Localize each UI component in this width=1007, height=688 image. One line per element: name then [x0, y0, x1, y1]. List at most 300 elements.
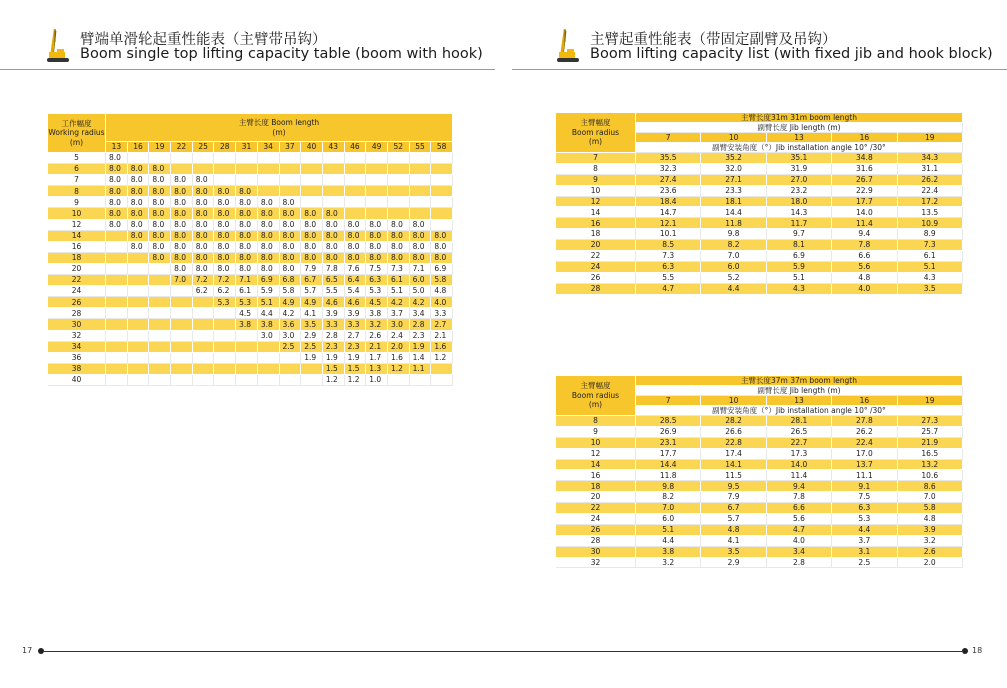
capacity-cell: 14.7	[636, 207, 701, 218]
capacity-cell: 1.9	[301, 353, 323, 364]
capacity-cell: 7.5	[832, 492, 897, 503]
radius-cell: 28	[556, 536, 636, 547]
capacity-cell: 11.8	[636, 470, 701, 481]
capacity-cell	[106, 319, 128, 330]
capacity-cell	[106, 297, 128, 308]
capacity-cell: 8.0	[258, 253, 280, 264]
column-header: 16	[128, 142, 150, 153]
capacity-cell	[236, 164, 258, 175]
capacity-cell: 8.0	[149, 175, 171, 186]
capacity-cell	[214, 308, 236, 319]
capacity-cell	[345, 153, 367, 164]
capacity-cell: 2.3	[345, 342, 367, 353]
capacity-cell: 2.3	[323, 342, 345, 353]
capacity-cell: 6.1	[898, 251, 963, 262]
left-header-rule	[0, 69, 495, 70]
capacity-cell: 22.9	[832, 186, 897, 197]
capacity-cell	[236, 375, 258, 386]
capacity-cell	[236, 331, 258, 342]
capacity-cell	[431, 375, 453, 386]
capacity-cell: 8.0	[171, 231, 193, 242]
capacity-cell: 5.3	[236, 297, 258, 308]
capacity-cell	[193, 364, 215, 375]
capacity-cell: 8.0	[128, 220, 150, 231]
capacity-cell	[128, 275, 150, 286]
capacity-cell: 7.3	[898, 240, 963, 251]
capacity-cell	[431, 186, 453, 197]
capacity-cell: 7.0	[636, 503, 701, 514]
capacity-cell	[214, 319, 236, 330]
capacity-cell: 6.5	[323, 275, 345, 286]
capacity-cell: 8.0	[301, 208, 323, 219]
capacity-cell: 4.9	[301, 297, 323, 308]
capacity-cell: 8.0	[128, 208, 150, 219]
radius-cell: 30	[48, 319, 106, 330]
capacity-cell: 7.9	[701, 492, 766, 503]
capacity-cell	[128, 308, 150, 319]
capacity-cell: 27.3	[898, 416, 963, 427]
capacity-cell: 27.4	[636, 175, 701, 186]
capacity-cell: 2.9	[701, 558, 766, 569]
capacity-cell: 11.8	[701, 218, 766, 229]
capacity-cell: 4.0	[832, 284, 897, 295]
working-radius-header-line: (m)	[69, 137, 84, 147]
capacity-cell: 5.8	[898, 503, 963, 514]
capacity-cell: 8.0	[171, 253, 193, 264]
capacity-cell	[410, 197, 432, 208]
capacity-cell: 3.8	[636, 547, 701, 558]
capacity-cell: 9.8	[701, 229, 766, 240]
capacity-cell: 13.7	[832, 460, 897, 471]
capacity-cell	[280, 375, 302, 386]
capacity-cell: 6.7	[301, 275, 323, 286]
radius-cell: 24	[556, 514, 636, 525]
capacity-cell	[128, 297, 150, 308]
capacity-cell: 1.5	[323, 364, 345, 375]
capacity-cell: 8.0	[431, 253, 453, 264]
capacity-cell: 8.0	[410, 242, 432, 253]
capacity-cell	[431, 208, 453, 219]
jib-angle-header: 副臂安装角度（°）Jib installation angle 10° /30°	[636, 143, 963, 153]
radius-cell: 28	[48, 308, 106, 319]
capacity-cell: 8.0	[193, 264, 215, 275]
capacity-cell	[171, 297, 193, 308]
capacity-cell	[431, 364, 453, 375]
capacity-cell	[193, 319, 215, 330]
capacity-cell: 5.9	[258, 286, 280, 297]
capacity-cell: 8.0	[106, 175, 128, 186]
radius-cell: 22	[48, 275, 106, 286]
radius-cell: 20	[556, 240, 636, 251]
capacity-cell	[258, 375, 280, 386]
capacity-cell: 2.5	[280, 342, 302, 353]
capacity-cell: 6.0	[410, 275, 432, 286]
capacity-cell: 4.3	[767, 284, 832, 295]
capacity-cell: 13.2	[898, 460, 963, 471]
capacity-cell	[323, 164, 345, 175]
capacity-cell: 9.4	[832, 229, 897, 240]
capacity-cell: 7.3	[388, 264, 410, 275]
capacity-cell	[128, 375, 150, 386]
capacity-cell	[171, 164, 193, 175]
capacity-cell	[410, 175, 432, 186]
capacity-cell: 8.0	[193, 231, 215, 242]
jib-capacity-table-31m	[556, 113, 963, 295]
capacity-cell	[193, 342, 215, 353]
capacity-cell: 9.7	[767, 229, 832, 240]
capacity-cell	[236, 353, 258, 364]
capacity-cell	[171, 364, 193, 375]
capacity-cell: 28.5	[636, 416, 701, 427]
capacity-cell: 8.0	[106, 153, 128, 164]
capacity-cell: 8.0	[214, 220, 236, 231]
capacity-cell	[388, 164, 410, 175]
capacity-cell	[106, 353, 128, 364]
capacity-cell: 6.0	[701, 262, 766, 273]
capacity-cell	[149, 353, 171, 364]
capacity-cell: 6.3	[366, 275, 388, 286]
working-radius-header	[48, 114, 106, 153]
capacity-cell: 8.0	[280, 242, 302, 253]
capacity-cell	[193, 164, 215, 175]
capacity-cell: 8.2	[701, 240, 766, 251]
capacity-cell	[149, 342, 171, 353]
capacity-cell	[345, 164, 367, 175]
radius-cell: 20	[48, 264, 106, 275]
capacity-cell	[128, 253, 150, 264]
jib-column-header: 16	[832, 133, 897, 143]
capacity-cell: 26.5	[767, 427, 832, 438]
capacity-cell: 1.6	[388, 353, 410, 364]
capacity-cell: 14.1	[701, 460, 766, 471]
capacity-cell: 4.7	[767, 525, 832, 536]
capacity-cell: 1.9	[323, 353, 345, 364]
column-header: 28	[214, 142, 236, 153]
footer-dot-right	[962, 648, 968, 654]
capacity-cell: 3.9	[898, 525, 963, 536]
capacity-cell: 22.4	[898, 186, 963, 197]
capacity-cell: 6.6	[767, 503, 832, 514]
capacity-cell: 5.3	[832, 514, 897, 525]
capacity-cell: 4.1	[301, 308, 323, 319]
radius-cell: 26	[48, 297, 106, 308]
capacity-cell: 8.0	[431, 231, 453, 242]
radius-cell: 14	[48, 231, 106, 242]
boom-radius-header-line: Boom radius	[571, 127, 620, 137]
capacity-cell	[193, 375, 215, 386]
capacity-cell: 8.0	[236, 208, 258, 219]
capacity-cell: 4.5	[236, 308, 258, 319]
capacity-cell: 2.6	[898, 547, 963, 558]
capacity-cell: 8.0	[214, 264, 236, 275]
right-title-en: Boom lifting capacity list (with fixed jib and hook block)	[590, 46, 993, 62]
capacity-cell	[366, 197, 388, 208]
radius-cell: 6	[48, 164, 106, 175]
capacity-cell	[106, 242, 128, 253]
capacity-cell	[171, 308, 193, 319]
capacity-cell	[149, 275, 171, 286]
capacity-cell: 8.0	[171, 175, 193, 186]
capacity-cell: 8.0	[128, 164, 150, 175]
radius-cell: 26	[556, 273, 636, 284]
capacity-cell: 28.1	[767, 416, 832, 427]
capacity-cell	[193, 308, 215, 319]
capacity-cell: 8.0	[280, 253, 302, 264]
radius-cell: 9	[556, 175, 636, 186]
capacity-cell: 4.3	[898, 273, 963, 284]
capacity-cell: 6.3	[636, 262, 701, 273]
capacity-cell: 8.0	[106, 220, 128, 231]
capacity-cell: 8.0	[106, 208, 128, 219]
left-page-header	[44, 24, 499, 68]
capacity-cell	[171, 342, 193, 353]
capacity-cell: 8.0	[149, 253, 171, 264]
capacity-cell: 8.0	[258, 231, 280, 242]
column-header: 34	[258, 142, 280, 153]
capacity-cell: 6.8	[280, 275, 302, 286]
column-header: 58	[431, 142, 453, 153]
capacity-cell: 8.0	[171, 197, 193, 208]
capacity-cell	[171, 375, 193, 386]
capacity-cell: 2.3	[410, 331, 432, 342]
capacity-cell: 8.0	[236, 197, 258, 208]
boom-radius-header	[556, 113, 636, 153]
capacity-cell: 8.0	[128, 242, 150, 253]
capacity-cell: 9.5	[701, 481, 766, 492]
boom-length-group-header-line: (m)	[272, 127, 286, 137]
capacity-cell: 26.7	[832, 175, 897, 186]
jib-column-header: 13	[767, 133, 832, 143]
column-header: 55	[410, 142, 432, 153]
capacity-cell: 26.2	[832, 427, 897, 438]
capacity-cell	[258, 186, 280, 197]
capacity-cell: 8.0	[106, 197, 128, 208]
working-radius-header-line: Working radius	[48, 128, 105, 138]
capacity-cell	[149, 308, 171, 319]
capacity-cell: 8.0	[236, 220, 258, 231]
footer-line	[44, 651, 962, 652]
capacity-cell: 8.0	[214, 253, 236, 264]
capacity-cell: 5.4	[345, 286, 367, 297]
capacity-cell: 2.8	[323, 331, 345, 342]
capacity-cell: 6.2	[214, 286, 236, 297]
capacity-cell	[236, 342, 258, 353]
capacity-cell: 2.7	[345, 331, 367, 342]
capacity-cell: 35.5	[636, 153, 701, 164]
capacity-cell: 1.2	[388, 364, 410, 375]
capacity-cell: 11.4	[767, 470, 832, 481]
capacity-cell: 7.0	[898, 492, 963, 503]
capacity-cell: 26.9	[636, 427, 701, 438]
capacity-cell: 18.0	[767, 197, 832, 208]
radius-cell: 28	[556, 284, 636, 295]
column-header: 43	[323, 142, 345, 153]
capacity-cell: 5.8	[431, 275, 453, 286]
capacity-cell: 18.1	[701, 197, 766, 208]
radius-cell: 7	[556, 153, 636, 164]
capacity-cell	[214, 375, 236, 386]
capacity-cell	[410, 375, 432, 386]
capacity-cell: 8.0	[280, 220, 302, 231]
jib-column-header: 7	[636, 133, 701, 143]
jib-column-header: 10	[701, 396, 766, 406]
capacity-cell	[149, 286, 171, 297]
capacity-cell: 18.4	[636, 197, 701, 208]
capacity-cell: 8.0	[366, 242, 388, 253]
capacity-cell: 1.2	[323, 375, 345, 386]
column-header: 40	[301, 142, 323, 153]
column-header: 46	[345, 142, 367, 153]
capacity-cell	[171, 319, 193, 330]
radius-cell: 7	[48, 175, 106, 186]
capacity-cell: 26.6	[701, 427, 766, 438]
radius-cell: 40	[48, 375, 106, 386]
capacity-cell	[193, 297, 215, 308]
capacity-cell: 8.0	[258, 242, 280, 253]
capacity-cell: 5.0	[410, 286, 432, 297]
capacity-cell: 8.0	[280, 197, 302, 208]
capacity-cell: 8.0	[106, 164, 128, 175]
capacity-cell	[280, 186, 302, 197]
capacity-cell: 7.1	[410, 264, 432, 275]
capacity-cell	[301, 375, 323, 386]
capacity-cell	[236, 153, 258, 164]
capacity-cell: 1.3	[366, 364, 388, 375]
capacity-cell	[106, 286, 128, 297]
jib-capacity-table-37m	[556, 376, 963, 568]
capacity-cell	[388, 186, 410, 197]
capacity-cell: 3.6	[280, 319, 302, 330]
capacity-cell: 7.8	[832, 240, 897, 251]
capacity-cell: 8.0	[214, 197, 236, 208]
capacity-cell: 2.9	[301, 331, 323, 342]
radius-cell: 32	[48, 331, 106, 342]
capacity-cell	[258, 153, 280, 164]
capacity-cell: 8.0	[323, 253, 345, 264]
capacity-cell: 17.3	[767, 449, 832, 460]
capacity-cell	[193, 331, 215, 342]
capacity-cell: 7.6	[345, 264, 367, 275]
capacity-cell	[106, 275, 128, 286]
capacity-cell: 14.4	[701, 207, 766, 218]
capacity-cell: 17.7	[832, 197, 897, 208]
capacity-cell: 3.2	[898, 536, 963, 547]
capacity-cell	[236, 175, 258, 186]
capacity-cell: 8.0	[366, 231, 388, 242]
capacity-cell: 6.1	[236, 286, 258, 297]
capacity-cell: 7.8	[323, 264, 345, 275]
capacity-cell	[171, 286, 193, 297]
boom-length-header: 主臂长度37m 37m boom length	[636, 376, 963, 386]
capacity-cell: 8.0	[214, 186, 236, 197]
capacity-cell: 3.7	[388, 308, 410, 319]
boom-radius-header-line: Boom radius	[571, 390, 620, 400]
capacity-cell: 3.4	[410, 308, 432, 319]
capacity-cell: 17.7	[636, 449, 701, 460]
capacity-cell	[431, 220, 453, 231]
capacity-cell: 23.6	[636, 186, 701, 197]
capacity-cell	[431, 197, 453, 208]
boom-radius-header	[556, 376, 636, 416]
capacity-cell	[236, 364, 258, 375]
capacity-cell: 8.0	[345, 231, 367, 242]
capacity-cell: 5.5	[323, 286, 345, 297]
capacity-cell	[258, 342, 280, 353]
capacity-cell	[128, 153, 150, 164]
right-header-rule	[512, 69, 1007, 70]
capacity-cell: 22.4	[832, 438, 897, 449]
capacity-cell	[366, 164, 388, 175]
capacity-cell: 16.5	[898, 449, 963, 460]
capacity-cell: 1.5	[345, 364, 367, 375]
capacity-cell: 8.0	[149, 197, 171, 208]
capacity-cell	[214, 331, 236, 342]
capacity-cell: 4.0	[767, 536, 832, 547]
capacity-cell: 3.0	[258, 331, 280, 342]
capacity-cell: 8.0	[410, 220, 432, 231]
capacity-cell	[431, 153, 453, 164]
capacity-cell: 8.0	[301, 231, 323, 242]
jib-column-header: 10	[701, 133, 766, 143]
capacity-cell: 8.0	[366, 220, 388, 231]
capacity-cell	[106, 375, 128, 386]
capacity-cell: 3.5	[898, 284, 963, 295]
capacity-cell	[366, 186, 388, 197]
radius-cell: 16	[556, 470, 636, 481]
capacity-cell: 6.6	[832, 251, 897, 262]
capacity-cell: 8.0	[388, 220, 410, 231]
capacity-cell	[128, 319, 150, 330]
capacity-cell: 5.1	[388, 286, 410, 297]
capacity-cell	[323, 186, 345, 197]
capacity-cell: 4.7	[636, 284, 701, 295]
capacity-cell	[149, 375, 171, 386]
capacity-cell: 11.4	[832, 218, 897, 229]
capacity-cell: 4.4	[832, 525, 897, 536]
capacity-cell	[171, 353, 193, 364]
capacity-cell: 8.0	[214, 231, 236, 242]
capacity-cell: 3.9	[323, 308, 345, 319]
capacity-cell: 2.7	[431, 319, 453, 330]
capacity-cell: 8.0	[193, 208, 215, 219]
capacity-cell: 8.0	[236, 264, 258, 275]
capacity-cell: 5.1	[258, 297, 280, 308]
crawler-crane-icon	[554, 28, 584, 64]
capacity-cell: 2.8	[767, 558, 832, 569]
capacity-cell	[280, 153, 302, 164]
capacity-cell	[106, 364, 128, 375]
capacity-cell: 5.6	[832, 262, 897, 273]
capacity-cell: 8.0	[106, 186, 128, 197]
capacity-cell: 8.0	[258, 264, 280, 275]
boom-radius-header-line: 主臂幅度	[580, 381, 611, 391]
capacity-cell: 8.0	[149, 220, 171, 231]
capacity-cell	[149, 264, 171, 275]
capacity-cell: 6.9	[767, 251, 832, 262]
jib-column-header: 7	[636, 396, 701, 406]
capacity-cell: 3.8	[366, 308, 388, 319]
capacity-cell: 5.3	[214, 297, 236, 308]
radius-cell: 24	[48, 286, 106, 297]
capacity-cell: 8.0	[193, 197, 215, 208]
capacity-cell: 1.4	[410, 353, 432, 364]
capacity-cell	[410, 186, 432, 197]
column-header: 52	[388, 142, 410, 153]
capacity-cell: 11.5	[701, 470, 766, 481]
capacity-cell: 3.3	[323, 319, 345, 330]
radius-cell: 5	[48, 153, 106, 164]
capacity-cell: 4.8	[431, 286, 453, 297]
